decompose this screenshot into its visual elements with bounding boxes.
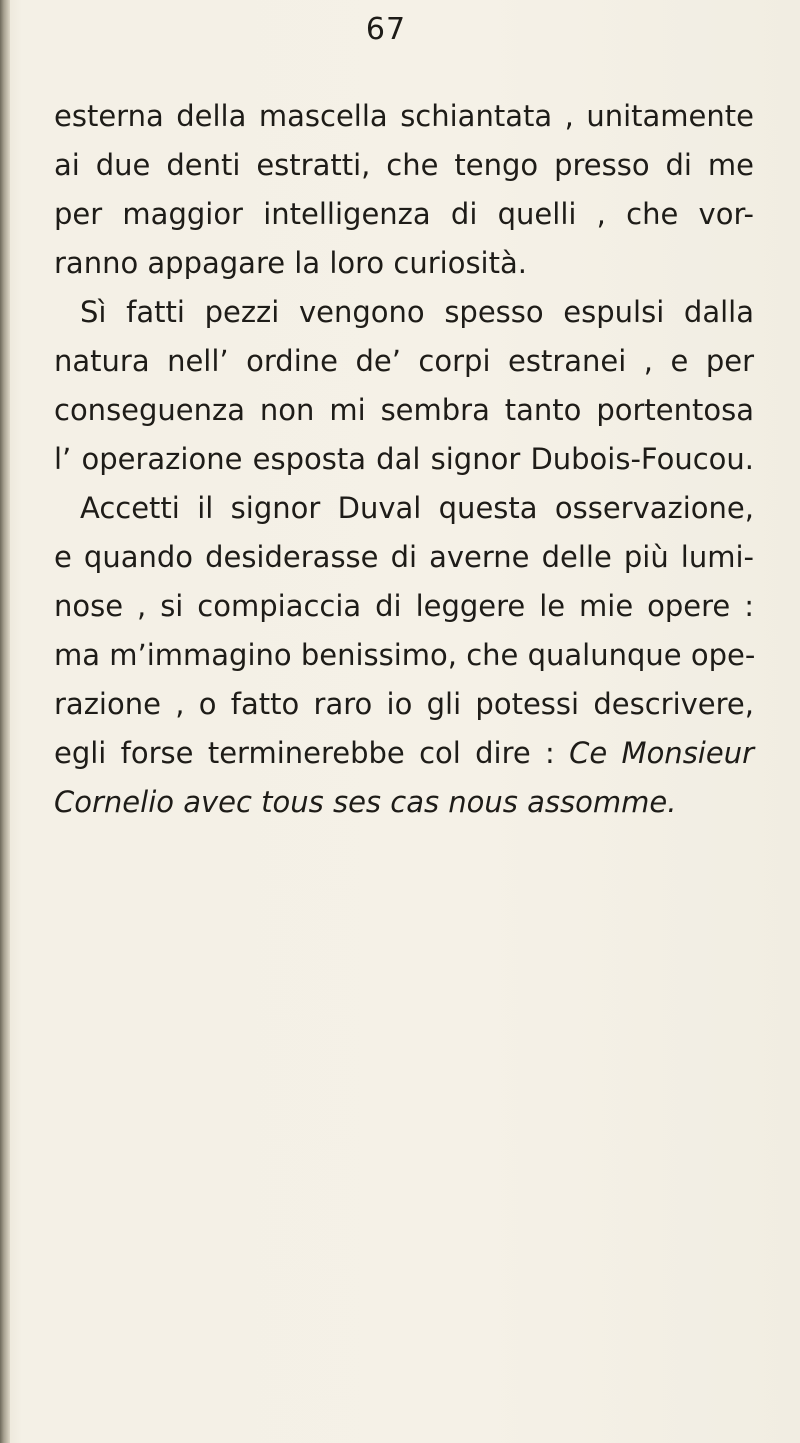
- text-line: conseguenza non mi sembra tanto portentosa: [54, 393, 754, 427]
- italic-quote-start: Ce Monsieur: [569, 736, 755, 770]
- text-line: ai due denti estratti, che tengo presso di me: [54, 148, 754, 182]
- page-number: 67: [365, 12, 407, 47]
- paragraph-start-line: Sì fatti pezzi vengono spesso espulsi dalla: [80, 295, 754, 329]
- body-text: [54, 92, 754, 827]
- text-line: natura nell’ ordine de’ corpi estranei , e per: [54, 344, 754, 378]
- text-line: nose , si compiaccia di leggere le mie opere :: [54, 589, 754, 623]
- text-line: esterna della mascella schiantata , unitamente: [54, 99, 754, 133]
- text-line: ranno appagare la loro curiosità.: [54, 246, 527, 280]
- text-line-roman-part: egli forse terminerebbe col dire :: [54, 736, 570, 770]
- text-line: per maggior intelligenza di quelli , che vor-: [54, 197, 754, 231]
- text-line: razione , o fatto raro io gli potessi descrivere,: [54, 687, 754, 721]
- text-line-mixed: [54, 729, 754, 778]
- text-line: ma m’immagino benissimo, che qualunque ope-: [54, 638, 756, 672]
- italic-quote-end: Cornelio avec tous ses cas nous assomme.: [54, 785, 677, 819]
- text-line: l’ operazione esposta dal signor Dubois-Foucou.: [54, 442, 754, 476]
- paragraph-start-line: Accetti il signor Duval questa osservazione,: [80, 491, 754, 525]
- text-line: e quando desiderasse di averne delle più lumi-: [54, 540, 754, 574]
- page-binding-edge: [0, 0, 10, 1443]
